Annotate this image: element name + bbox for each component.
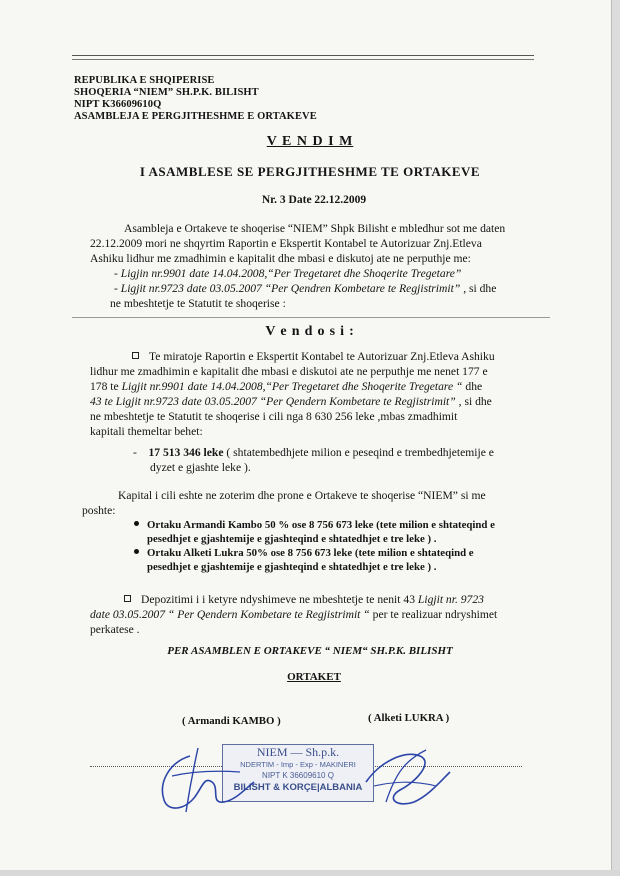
title-subtitle: I ASAMBLESE SE PERGJITHESHME TE ORTAKEVE — [139, 164, 481, 179]
deposit-line-1-law: Ligjit nr. 9723 — [417, 593, 484, 606]
header-assembly: ASAMBLEJA E PERGJITHESHME E ORTAKEVE — [74, 111, 317, 122]
top-rule — [72, 55, 534, 56]
deposit-line-2 — [90, 608, 497, 622]
header-company: SHOQERIA “NIEM” SH.P.K. BILISHT — [74, 87, 259, 98]
bullet-icon — [134, 549, 139, 554]
intro-law-9723-line — [114, 282, 496, 296]
partner-2-text: Ortaku Alketi Lukra 50% ose 8 756 673 leke (tete milion e shtateqind e — [147, 547, 474, 559]
vendosi-heading: V e n d o s i : — [265, 324, 355, 339]
vendosi-line-2: lidhur me zmadhimin e kapitalit dhe mbasi e diskutoi ate ne perputhje me nenet 177 e — [90, 365, 488, 378]
signatory-2: ( Alketi LUKRA ) — [368, 712, 450, 724]
intro-line-3: Ashiku lidhur me zmadhimin e kapitalit dhe mbasi e diskutoj ate ne perputhje me: — [90, 252, 471, 265]
per-asamblen-line: PER ASAMBLEN E ORTAKEVE “ NIEM“ SH.P.K. BILISHT — [167, 645, 453, 657]
capital-line-2: poshte: — [82, 504, 116, 517]
square-bullet-icon — [124, 595, 131, 602]
vendosi-line-1-text: Te miratoje Raportin e Ekspertit Kontabel te Autorizuar Znj.Etleva Ashiku — [149, 350, 495, 363]
amount-value: 17 513 346 leke — [148, 446, 224, 459]
amount-dash: - — [133, 446, 149, 459]
capital-line-1: Kapital i cili eshte ne zoterim dhe prone e Ortakeve te shoqerise “NIEM” si me — [118, 489, 486, 502]
intro-law-9723: - Ligjit nr.9723 date 03.05.2007 “Per Qendren Kombetare te Regjistrimit” — [114, 282, 461, 295]
vendosi-line-3-a: 178 te — [90, 380, 119, 393]
header-republic: REPUBLIKA E SHQIPERISE — [74, 75, 215, 86]
deposit-line-2-law: date 03.05.2007 “ Per Qendern Kombetare te Regjistrimit “ — [90, 608, 370, 621]
deposit-line-3: perkatese . — [90, 623, 140, 636]
header-nipt: NIPT K36609610Q — [74, 99, 162, 110]
vendosi-line-1 — [132, 350, 495, 364]
vendosi-line-4 — [90, 395, 492, 409]
title-vendim: V E N D I M — [266, 134, 354, 149]
vendosi-line-4-tail: , si dhe — [458, 395, 492, 408]
partner-1-line-2: pesedhjet e gjashtemije e gjashteqind e shtatedhjet e tre leke ) . — [147, 533, 437, 545]
amount-words-2: dyzet e gjashte leke ). — [150, 461, 251, 474]
signature-armandi-icon — [150, 742, 260, 820]
partner-2-line-2: pesedhjet e gjashtemije e gjashteqind e shtatedhjet e tre leke ) . — [147, 561, 437, 573]
stamp-nipt: NIPT K 36609610 Q — [262, 771, 334, 780]
stamp-place: BILISHT & KORÇE|ALBANIA — [233, 782, 363, 793]
amount-line-1 — [133, 446, 494, 460]
intro-line-1: Asambleja e Ortakeve te shoqerise “NIEM” Shpk Bilisht e mbledhur sot me daten — [124, 222, 506, 235]
deposit-line-1-a: Depozitimi i i ketyre ndyshimeve ne mbeshtetje te nenit 43 — [141, 593, 415, 606]
vendosi-line-5: ne mbeshtetje te Statutit te shoqerise i cili nga 8 630 256 leke ,mbas zmadhimit — [90, 410, 458, 423]
intro-law-9901: - Ligjin nr.9901 date 14.04.2008,“Per Tregetaret dhe Shoqerite Tregetare” — [114, 267, 462, 280]
vendosi-line-6: kapitali themeltar behet: — [90, 425, 203, 438]
ortaket-heading: ORTAKET — [287, 671, 341, 683]
signatory-1: ( Armandi KAMBO ) — [182, 715, 281, 727]
square-bullet-icon — [132, 352, 139, 359]
partner-1-line-1 — [134, 518, 495, 532]
intro-line-statute: ne mbeshtetje te Statutit te shoqerise : — [110, 297, 286, 310]
page-edge-right — [611, 0, 620, 876]
page-edge-bottom — [0, 870, 620, 876]
deposit-line-2-tail: per te realizuar ndryshimet — [372, 608, 498, 621]
vendosi-line-3 — [90, 380, 482, 394]
decision-number-date: Nr. 3 Date 22.12.2009 — [261, 194, 367, 206]
deposit-line-1 — [124, 593, 484, 607]
signature-alketi-icon — [356, 742, 456, 814]
top-rule-2 — [72, 59, 534, 60]
stamp-name: NIEM — Sh.p.k. — [256, 745, 340, 759]
partner-2-line-1 — [134, 546, 474, 560]
intro-line-2: 22.12.2009 mori ne shqyrtim Raportin e Ekspertit Kontabel te Autorizuar Znj.Etleva — [90, 237, 482, 250]
vendosi-line-4-law: 43 te Ligjit nr.9723 date 03.05.2007 “Per Qendern Kombetare te Regjistrimit” — [90, 395, 456, 408]
stamp-activity: NDERTIM - Imp - Exp - MAKINERI — [240, 760, 356, 769]
bullet-icon — [134, 521, 139, 526]
vendosi-line-3-law: Ligjit nr.9901 date 14.04.2008,“Per Tregetaret dhe Shoqerite Tregetare “ — [121, 380, 463, 393]
partner-1-text: Ortaku Armandi Kambo 50 % ose 8 756 673 leke (tete milion e shtateqind e — [147, 519, 495, 531]
vendosi-line-3-c: dhe — [465, 380, 483, 393]
amount-words-1: ( shtatembedhjete milion e peseqind e trembedhjetemije e — [226, 446, 494, 459]
intro-law-9723-tail: , si dhe — [463, 282, 497, 295]
section-rule — [72, 317, 550, 318]
